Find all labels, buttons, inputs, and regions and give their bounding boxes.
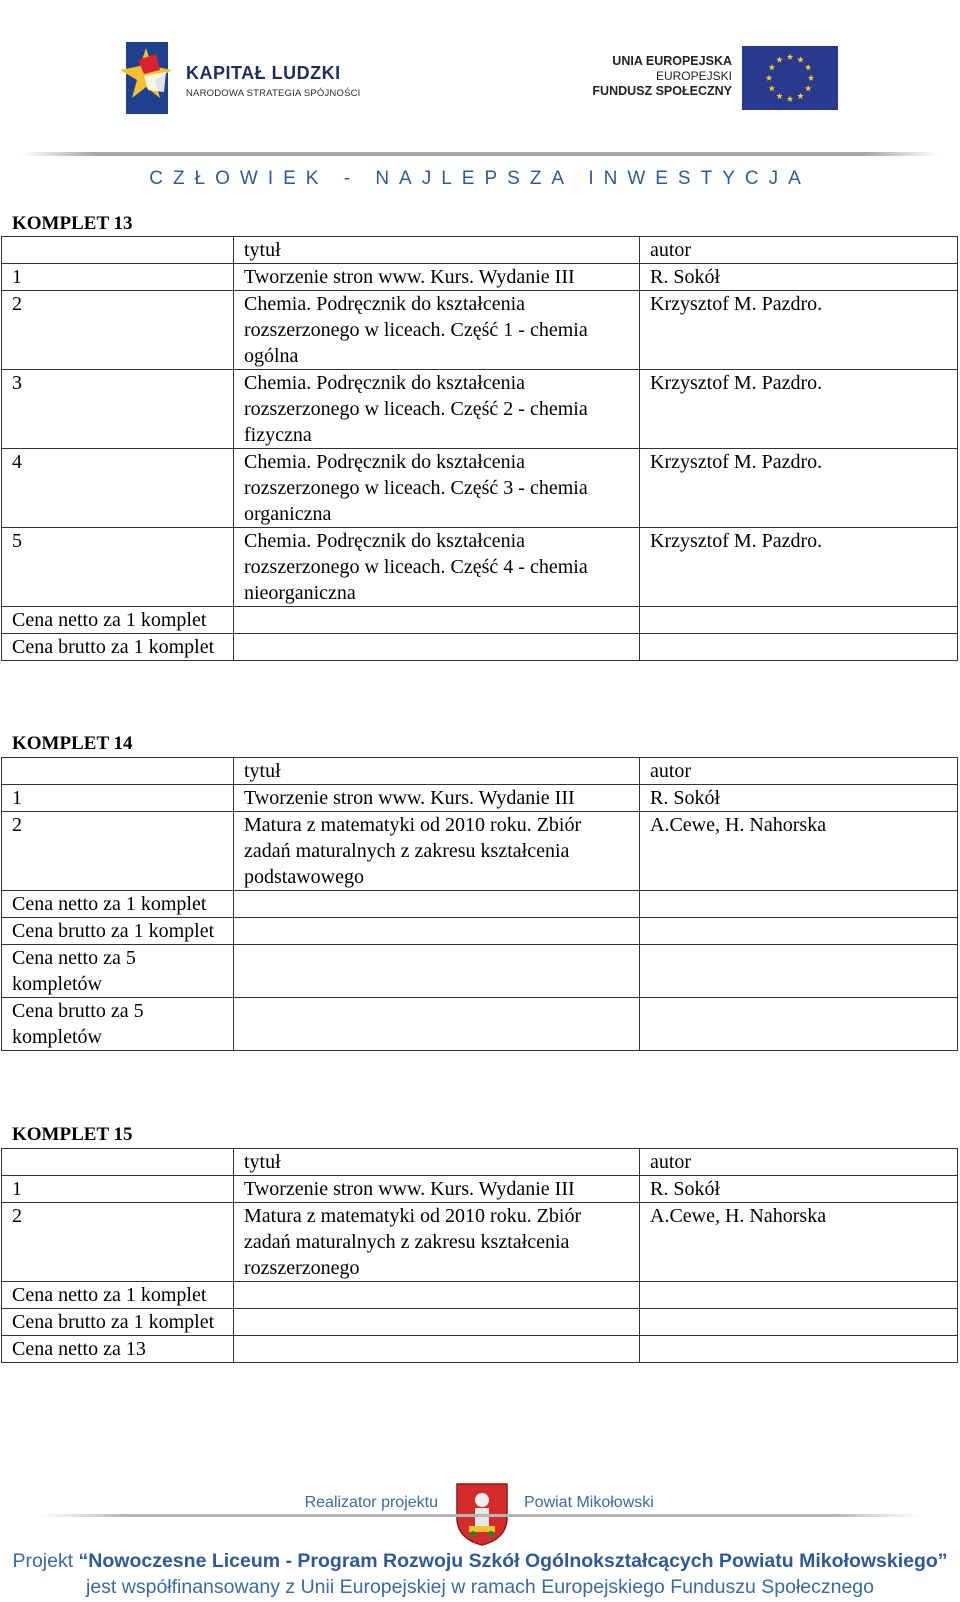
table-row bbox=[2, 1176, 958, 1203]
price-row bbox=[2, 998, 958, 1051]
komplet-14-title: KOMPLET 14 bbox=[12, 733, 133, 754]
eu-line-3: FUNDUSZ SPOŁECZNY bbox=[592, 84, 732, 98]
table-row bbox=[2, 264, 958, 291]
row-title: Chemia. Podręcznik do kształcenia rozszerzonego w liceach. Część 3 - chemia organiczna bbox=[234, 449, 640, 528]
price-row bbox=[2, 1336, 958, 1363]
price-label: Cena netto za 1 komplet bbox=[2, 607, 234, 634]
row-number: 1 bbox=[2, 1176, 234, 1203]
row-author: Krzysztof M. Pazdro. bbox=[640, 528, 958, 607]
price-label: Cena netto za 1 komplet bbox=[2, 891, 234, 918]
row-number: 1 bbox=[2, 264, 234, 291]
price-row bbox=[2, 1282, 958, 1309]
price-empty-cell bbox=[640, 1309, 958, 1336]
price-empty-cell bbox=[640, 918, 958, 945]
row-author: Krzysztof M. Pazdro. bbox=[640, 291, 958, 370]
page-header bbox=[0, 0, 960, 200]
price-value-cell bbox=[234, 1336, 640, 1363]
price-value-cell bbox=[234, 607, 640, 634]
row-title: Chemia. Podręcznik do kształcenia rozszerzonego w liceach. Część 4 - chemia nieorganiczna bbox=[234, 528, 640, 607]
row-title: Chemia. Podręcznik do kształcenia rozszerzonego w liceach. Część 2 - chemia fizyczna bbox=[234, 370, 640, 449]
price-label: Cena netto za 1 komplet bbox=[2, 1282, 234, 1309]
price-label: Cena brutto za 1 komplet bbox=[2, 918, 234, 945]
price-label: Cena brutto za 1 komplet bbox=[2, 1309, 234, 1336]
price-empty-cell bbox=[640, 634, 958, 661]
row-number: 3 bbox=[2, 370, 234, 449]
row-author: A.Cewe, H. Nahorska bbox=[640, 1203, 958, 1282]
row-author: A.Cewe, H. Nahorska bbox=[640, 812, 958, 891]
row-author: Krzysztof M. Pazdro. bbox=[640, 449, 958, 528]
header-autor: autor bbox=[640, 237, 958, 264]
price-empty-cell bbox=[640, 891, 958, 918]
kapital-ludzki-title: KAPITAŁ LUDZKI bbox=[186, 63, 341, 83]
price-row bbox=[2, 1309, 958, 1336]
price-label: Cena brutto za 5 kompletów bbox=[2, 998, 234, 1051]
price-value-cell bbox=[234, 998, 640, 1051]
price-empty-cell bbox=[640, 998, 958, 1051]
price-label: Cena brutto za 1 komplet bbox=[2, 634, 234, 661]
komplet-13-table bbox=[1, 236, 958, 661]
row-title: Tworzenie stron www. Kurs. Wydanie III bbox=[234, 785, 640, 812]
cofinance-line: jest współfinansowany z Unii Europejskiej w ramach Europejskiego Funduszu Społecznego bbox=[86, 1576, 874, 1598]
row-title: Matura z matematyki od 2010 roku. Zbiór zadań maturalnych z zakresu kształcenia rozszerzonego bbox=[234, 1203, 640, 1282]
table-row bbox=[2, 785, 958, 812]
table-row bbox=[2, 370, 958, 449]
row-author: R. Sokół bbox=[640, 1176, 958, 1203]
price-row bbox=[2, 891, 958, 918]
price-row bbox=[2, 607, 958, 634]
table-row bbox=[2, 449, 958, 528]
table-row bbox=[2, 812, 958, 891]
table-header-row bbox=[2, 237, 958, 264]
komplet-14-table bbox=[1, 757, 958, 1051]
price-value-cell bbox=[234, 918, 640, 945]
price-row bbox=[2, 918, 958, 945]
price-empty-cell bbox=[640, 1282, 958, 1309]
footer-divider bbox=[40, 1514, 920, 1517]
price-value-cell bbox=[234, 945, 640, 998]
row-author: R. Sokół bbox=[640, 785, 958, 812]
row-number: 2 bbox=[2, 291, 234, 370]
header-autor: autor bbox=[640, 758, 958, 785]
row-title: Matura z matematyki od 2010 roku. Zbiór zadań maturalnych z zakresu kształcenia podstawowego bbox=[234, 812, 640, 891]
komplet-15-title: KOMPLET 15 bbox=[12, 1124, 133, 1145]
powiat-label: Powiat Mikołowski bbox=[524, 1494, 654, 1511]
price-value-cell bbox=[234, 1282, 640, 1309]
table-header-row bbox=[2, 1149, 958, 1176]
komplet-13-title: KOMPLET 13 bbox=[12, 213, 133, 234]
row-author: R. Sokół bbox=[640, 264, 958, 291]
price-empty-cell bbox=[640, 607, 958, 634]
price-value-cell bbox=[234, 891, 640, 918]
header-divider bbox=[20, 152, 940, 156]
price-row bbox=[2, 634, 958, 661]
price-label: Cena netto za 13 bbox=[2, 1336, 234, 1363]
header-slogan: CZŁOWIEK - NAJLEPSZA INWESTYCJA bbox=[149, 168, 811, 189]
row-number: 1 bbox=[2, 785, 234, 812]
row-number: 4 bbox=[2, 449, 234, 528]
eu-line-1: UNIA EUROPEJSKA bbox=[612, 54, 732, 68]
row-author: Krzysztof M. Pazdro. bbox=[640, 370, 958, 449]
kapital-ludzki-subtitle: NARODOWA STRATEGIA SPÓJNOŚCI bbox=[186, 88, 361, 99]
table-row bbox=[2, 528, 958, 607]
row-number: 2 bbox=[2, 812, 234, 891]
price-row bbox=[2, 945, 958, 998]
price-value-cell bbox=[234, 1309, 640, 1336]
price-empty-cell bbox=[640, 1336, 958, 1363]
komplet-15-table bbox=[1, 1148, 958, 1363]
header-autor: autor bbox=[640, 1149, 958, 1176]
table-row bbox=[2, 1203, 958, 1282]
header-tytul: tytuł bbox=[234, 1149, 640, 1176]
price-label: Cena netto za 5 kompletów bbox=[2, 945, 234, 998]
project-name: “Nowoczesne Liceum - Program Rozwoju Szkół Ogólnokształcących Powiatu Mikołowskiego” bbox=[78, 1550, 948, 1572]
kapital-ludzki-logo-icon bbox=[120, 40, 180, 116]
table-header-row bbox=[2, 758, 958, 785]
table-row bbox=[2, 291, 958, 370]
row-number: 2 bbox=[2, 1203, 234, 1282]
eu-flag-icon bbox=[742, 46, 838, 110]
project-line bbox=[0, 1550, 960, 1573]
row-number: 5 bbox=[2, 528, 234, 607]
header-tytul: tytuł bbox=[234, 758, 640, 785]
project-prefix: Projekt bbox=[12, 1550, 79, 1572]
eu-line-2: EUROPEJSKI bbox=[655, 69, 732, 83]
header-tytul: tytuł bbox=[234, 237, 640, 264]
eu-text-block bbox=[592, 54, 732, 99]
row-title: Chemia. Podręcznik do kształcenia rozszerzonego w liceach. Część 1 - chemia ogólna bbox=[234, 291, 640, 370]
realizator-label: Realizator projektu bbox=[304, 1494, 438, 1511]
row-title: Tworzenie stron www. Kurs. Wydanie III bbox=[234, 264, 640, 291]
price-value-cell bbox=[234, 634, 640, 661]
price-empty-cell bbox=[640, 945, 958, 998]
row-title: Tworzenie stron www. Kurs. Wydanie III bbox=[234, 1176, 640, 1203]
